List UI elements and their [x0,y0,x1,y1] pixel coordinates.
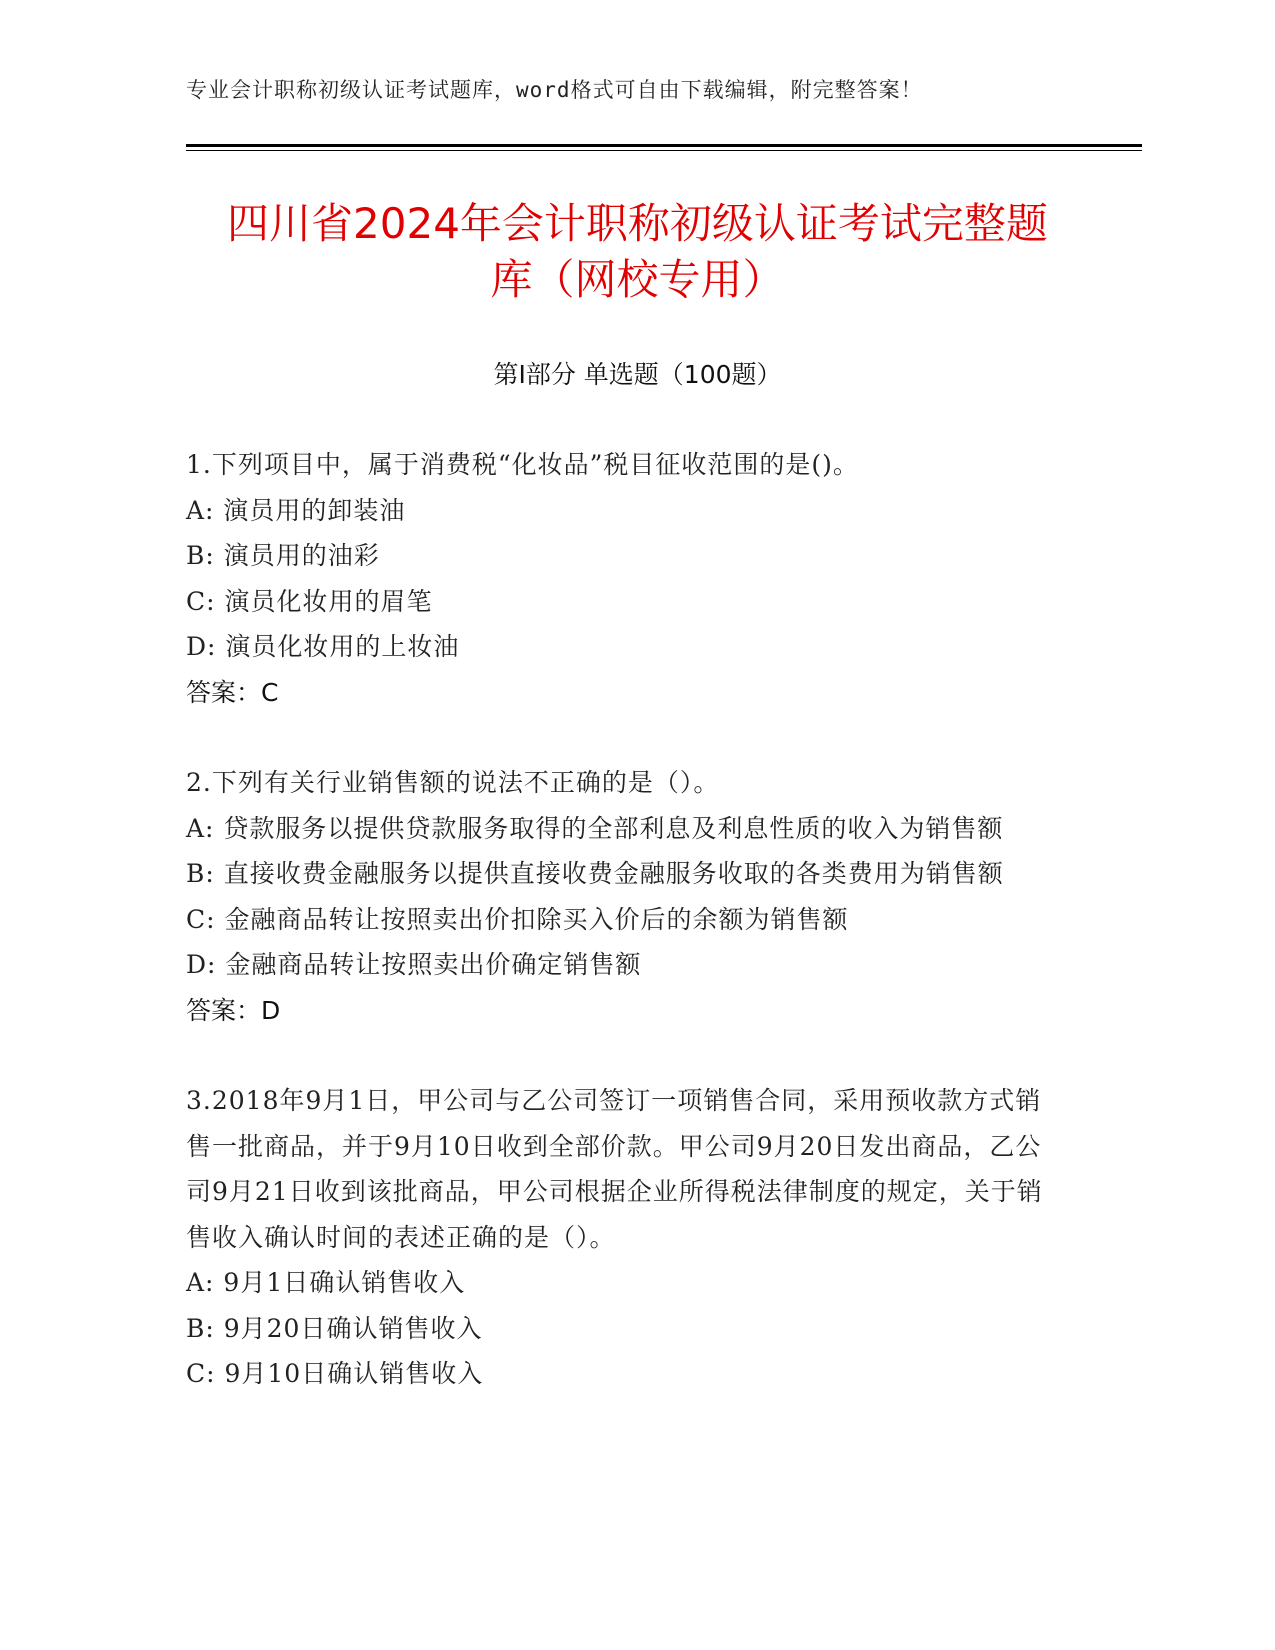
answer-option: A: 贷款服务以提供贷款服务取得的全部利息及利息性质的收入为销售额 [186,813,1004,843]
question-stem: 2.下列有关行业销售额的说法不正确的是（）。 [186,768,720,797]
answer-option: C: 演员化妆用的眉笔 [186,586,433,616]
answer-option: C: 金融商品转让按照卖出价扣除买入价后的余额为销售额 [186,904,849,934]
document-title [120,196,1155,308]
answer-option: B: 9月20日确认销售收入 [186,1313,483,1343]
answer-key [186,670,1066,716]
answer-prefix: 答案： [186,677,262,707]
header-rule-thick [186,144,1142,147]
answer-key [186,988,1066,1034]
question-item [186,442,1066,715]
answer-value: D [261,995,281,1025]
question-item [186,1078,1066,1397]
answer-option: D: 金融商品转让按照卖出价确定销售额 [186,950,642,979]
question-stem: 3.2018年9月1日，甲公司与乙公司签订一项销售合同，采用预收款方式销售一批商品，并于9月10日收到全部价款。甲公司9月20日发出商品，乙公司9月21日收到该批商品，甲公司根据企业所得税法律制度的规定，关于销售收入确认时间的表述正确的是（）。 [186,1086,1043,1252]
answer-option: A: 9月1日确认销售收入 [186,1268,466,1297]
answer-prefix: 答案： [186,995,262,1025]
question-stem: 1.下列项目中，属于消费税“化妆品”税目征收范围的是()。 [186,450,859,479]
header-note: 专业会计职称初级认证考试题库，word格式可自由下载编辑，附完整答案！ [186,78,923,102]
question-list [186,442,1066,1442]
answer-option: B: 演员用的油彩 [186,541,380,570]
header-rule-thin [186,150,1142,151]
answer-option: C: 9月10日确认销售收入 [186,1359,484,1388]
answer-option: D: 演员化妆用的上妆油 [186,632,460,661]
section-title: 第Ⅰ部分 单选题（100题） [493,360,782,389]
answer-option: A: 演员用的卸装油 [186,495,406,525]
answer-value: C [261,677,279,707]
answer-option: B: 直接收费金融服务以提供直接收费金融服务收取的各类费用为销售额 [186,859,1004,888]
question-item [186,760,1066,1033]
title-line-2: 库（网校专用） [490,255,785,304]
title-line-1: 四川省2024年会计职称初级认证考试完整题 [227,199,1048,248]
